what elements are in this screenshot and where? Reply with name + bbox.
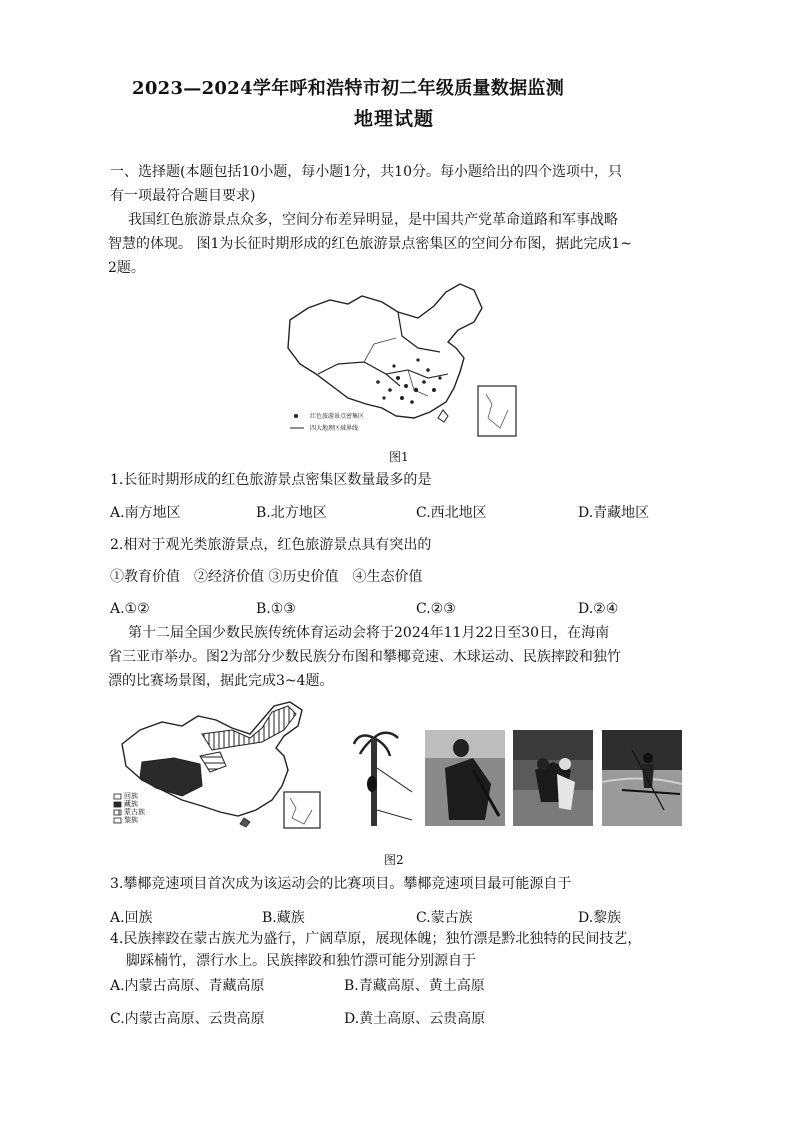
q3-option-d[interactable]: D.黎族 <box>578 910 622 926</box>
q3-option-b[interactable]: B.藏族 <box>262 910 305 926</box>
question-2-stem: 2.相对于观光类旅游景点，红色旅游景点具有突出的 <box>110 537 432 553</box>
wood-ball-photo <box>425 730 505 826</box>
intro-paragraph-1-line2: 智慧的体现。 图1为长征时期形成的红色旅游景点密集区的空间分布图，据此完成1~ <box>108 236 632 252</box>
question-4-stem-line2: 脚踩楠竹，漂行水上。民族摔跤和独竹漂可能分别源自于 <box>126 953 476 969</box>
q1-option-c[interactable]: C.西北地区 <box>416 505 487 521</box>
figure1-legend-item1: 红色旅游景点密集区 <box>310 413 365 420</box>
question-1-stem: 1.长征时期形成的红色旅游景点密集区数量最多的是 <box>110 472 432 488</box>
q4-option-c[interactable]: C.内蒙古高原、云贵高原 <box>110 1011 265 1027</box>
q4-option-b[interactable]: B.青藏高原、黄土高原 <box>344 978 485 994</box>
exam-title: 2023—2024学年呼和浩特市初二年级质量数据监测 <box>132 78 564 99</box>
q4-option-a[interactable]: A.内蒙古高原、青藏高原 <box>110 978 265 994</box>
question-2-items: ①教育价值 ②经济价值 ③历史价值 ④生态价值 <box>110 569 423 585</box>
wrestling-photo <box>513 730 593 826</box>
section-heading: 一、选择题(本题包括10小题，每小题1分，共10分。每小题给出的四个选项中，只 <box>110 164 622 180</box>
q1-option-d[interactable]: D.青藏地区 <box>578 505 650 521</box>
coconut-climbing-photo <box>352 728 412 828</box>
bamboo-rafting-photo <box>602 730 682 826</box>
figure1-caption: 图1 <box>389 450 409 464</box>
q2-option-b[interactable]: B.①③ <box>256 601 296 617</box>
q4-option-d[interactable]: D.黄土高原、云贵高原 <box>344 1011 486 1027</box>
section-heading-cont: 有一项最符合题目要求) <box>110 188 256 204</box>
figure2-legend-li: 黎族 <box>124 816 138 824</box>
intro-paragraph-1-line3: 2题。 <box>108 260 145 276</box>
figure2-ethnic-map <box>112 700 332 830</box>
q3-option-a[interactable]: A.回族 <box>110 910 153 926</box>
figure2-legend-hui: 回族 <box>124 792 138 800</box>
figure1-map <box>278 278 528 438</box>
figure1-legend-item2: 四大地理区域界线 <box>310 425 359 432</box>
figure2-legend-zang: 藏族 <box>124 800 138 808</box>
question-3-stem: 3.攀椰竞速项目首次成为该运动会的比赛项目。攀椰竞速项目最可能源自于 <box>110 876 572 892</box>
question-4-stem: 4.民族摔跤在蒙古族尤为盛行，广阔草原，展现体魄；独竹漂是黔北独特的民间技艺， <box>110 931 642 947</box>
intro-paragraph-2: 第十二届全国少数民族传统体育运动会将于2024年11月22日至30日，在海南 <box>128 625 610 641</box>
q3-option-c[interactable]: C.蒙古族 <box>416 910 473 926</box>
intro-paragraph-1: 我国红色旅游景点众多，空间分布差异明显，是中国共产党革命道路和军事战略 <box>128 212 618 228</box>
intro-paragraph-2-line3: 漂的比赛场景图，据此完成3~4题。 <box>108 673 334 689</box>
q2-option-d[interactable]: D.②④ <box>578 601 619 617</box>
q1-option-b[interactable]: B.北方地区 <box>256 505 327 521</box>
q1-option-a[interactable]: A.南方地区 <box>110 505 181 521</box>
ethnic-map-graphic <box>112 700 332 830</box>
figure2-caption: 图2 <box>384 853 404 867</box>
intro-paragraph-2-line2: 省三亚市举办。图2为部分少数民族分布图和攀椰竞速、木球运动、民族摔跤和独竹 <box>108 649 621 665</box>
figure2-legend-menggu: 蒙古族 <box>124 808 145 816</box>
exam-subject-title: 地理试题 <box>354 108 435 130</box>
q2-option-a[interactable]: A.①② <box>110 601 150 617</box>
q2-option-c[interactable]: C.②③ <box>416 601 456 617</box>
